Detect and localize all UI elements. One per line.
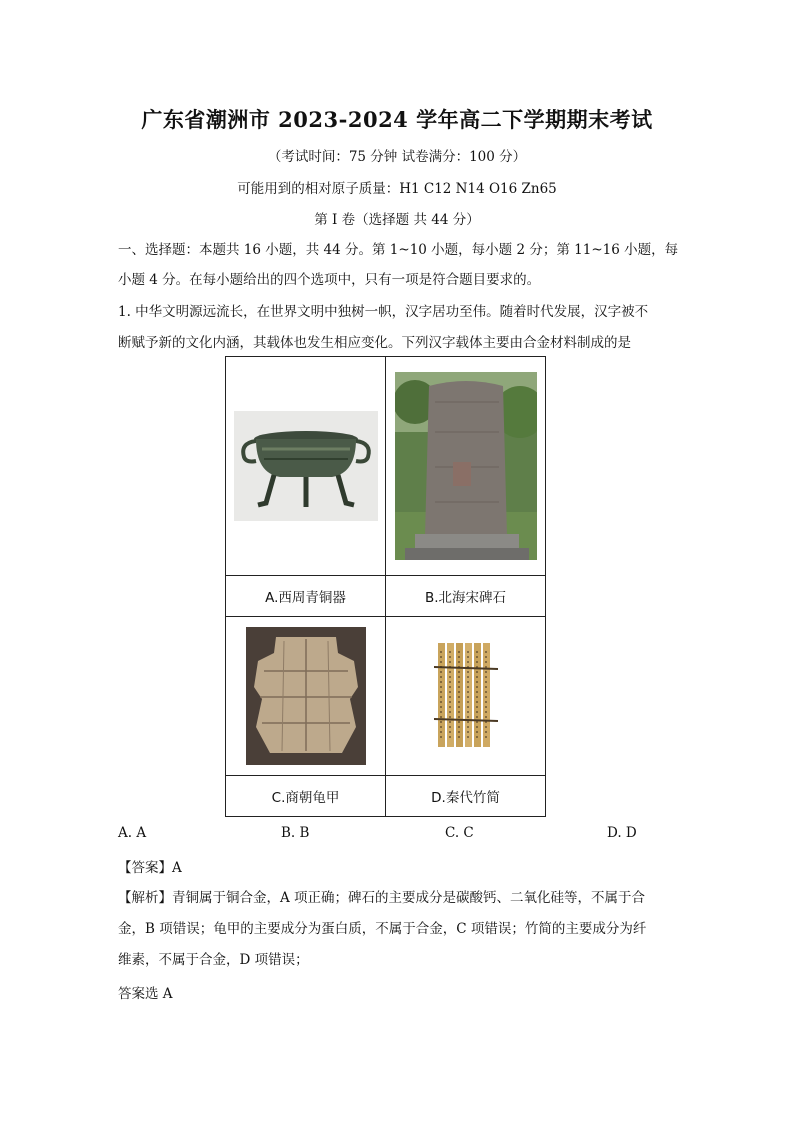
- bamboo-slips-icon: [434, 641, 498, 751]
- analysis-line-3: 维素，不属于合金，D 项错误；: [118, 952, 309, 968]
- bronze-vessel-icon: [234, 411, 378, 521]
- page-title: 广东省潮洲市 2023-2024 学年高二下学期期末考试: [141, 107, 653, 132]
- analysis-line-2: 金，B 项错误；龟甲的主要成分为蛋白质，不属于合金，C 项错误；竹简的主要成分为纤: [118, 921, 647, 937]
- choice-c[interactable]: C. C: [445, 825, 474, 841]
- option-d-label: D.秦代竹简: [386, 776, 546, 817]
- option-b-image-cell: [386, 357, 546, 576]
- option-a-label: A.西周青铜器: [226, 576, 386, 617]
- choice-d[interactable]: D. D: [607, 825, 637, 841]
- exam-info: （考试时间：75 分钟 试卷满分：100 分）: [267, 149, 527, 165]
- option-a-image-cell: [226, 357, 386, 576]
- question-line-2: 断赋予新的文化内涵，其载体也发生相应变化。下列汉字载体主要由合金材料制成的是: [118, 335, 631, 351]
- analysis-line-1: 【解析】青铜属于铜合金，A 项正确；碑石的主要成分是碳酸钙、二氧化硅等，不属于合: [118, 890, 646, 906]
- option-d-image-cell: [386, 617, 546, 776]
- instructions-line-1: 一、选择题：本题共 16 小题，共 44 分。第 1~10 小题，每小题 2 分；第 11~16 小题，每: [118, 242, 679, 258]
- answer-line: 【答案】A: [118, 860, 182, 876]
- stone-tablet-icon: [395, 372, 537, 560]
- choice-b[interactable]: B. B: [281, 825, 310, 841]
- tortoise-shell-icon: [246, 627, 366, 765]
- instructions-line-2: 小题 4 分。在每小题给出的四个选项中，只有一项是符合题目要求的。: [118, 272, 541, 288]
- option-b-label: B.北海宋碑石: [386, 576, 546, 617]
- question-line-1: 1. 中华文明源远流长，在世界文明中独树一帜，汉字居功至伟。随着时代发展，汉字被不: [118, 304, 649, 320]
- choice-a[interactable]: A. A: [118, 825, 147, 841]
- section-title: 第 I 卷（选择题 共 44 分）: [314, 212, 480, 228]
- option-c-label: C.商朝龟甲: [226, 776, 386, 817]
- atomic-mass-line: 可能用到的相对原子质量：H1 C12 N14 O16 Zn65: [237, 181, 557, 197]
- final-answer: 答案选 A: [118, 986, 173, 1002]
- option-c-image-cell: [226, 617, 386, 776]
- options-table: [225, 356, 546, 817]
